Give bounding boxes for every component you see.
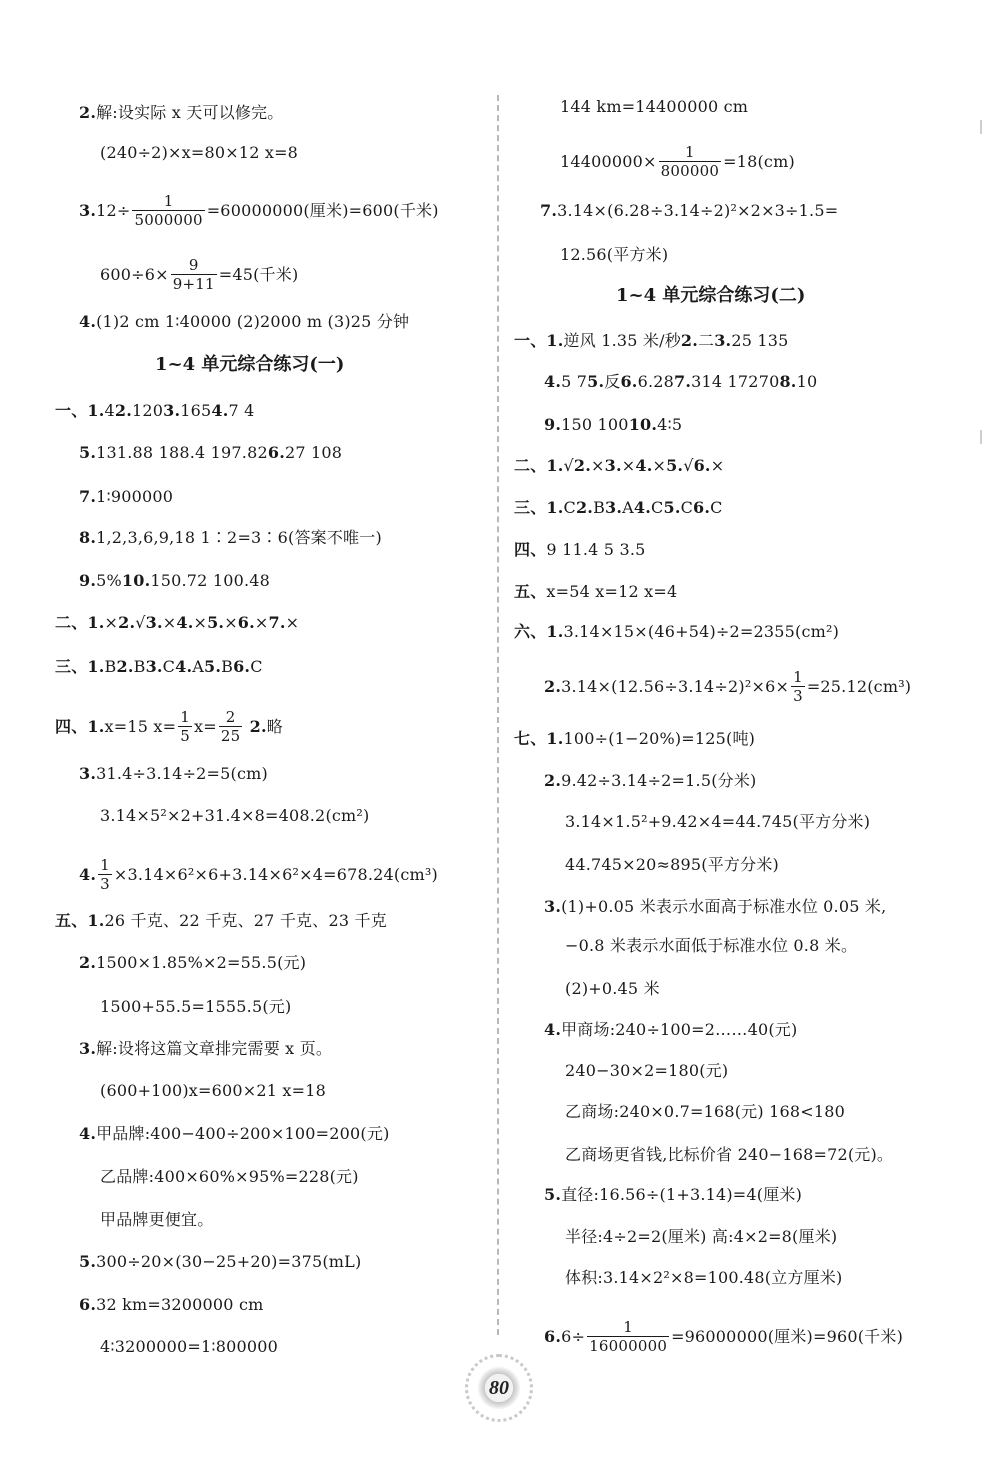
- column-divider: [497, 95, 499, 1335]
- answer-line: 七、1. 100÷(1−20%)=125(吨): [514, 729, 756, 748]
- fraction: $\frac{1}{5000000}$: [134, 192, 203, 229]
- answer-line: 甲品牌更便宜。: [100, 1210, 214, 1229]
- answer-line: 乙商场:240×0.7=168(元) 168<180: [565, 1102, 845, 1121]
- answer-line: 4. 5 7 5. 反 6. 6.28 7. 314 17270 8. 10: [544, 372, 818, 391]
- fraction: $\frac{1}{800000}$: [660, 143, 720, 180]
- page-number-badge: [477, 1366, 521, 1410]
- page-number: 80: [489, 1376, 509, 1399]
- left-column: [55, 90, 485, 1356]
- answer-line: 三、1. C 2. B 3. A 4. C 5. C 6. C: [514, 498, 723, 517]
- edge-mark: [980, 430, 982, 444]
- answer-line: 2. 解:设实际 x 天可以修完。: [79, 103, 284, 122]
- answer-line: 体积:3.14×2²×8=100.48(立方厘米): [565, 1268, 843, 1287]
- answer-line: 8. 1,2,3,6,9,18 1∶2=3∶6(答案不唯一): [79, 528, 382, 547]
- answer-line: −0.8 米表示水面低于标准水位 0.8 米。: [565, 936, 858, 955]
- answer-line: 二、1. √ 2. × 3. × 4. × 5. √ 6. ×: [514, 456, 725, 475]
- fraction: $\frac{1}{5}$: [180, 708, 190, 745]
- answer-line: 144 km=14400000 cm: [560, 97, 749, 116]
- answer-line: 5. 300÷20×(30−25+20)=375(mL): [79, 1252, 362, 1271]
- right-column: [510, 90, 950, 1355]
- answer-line: 3.14×5²×2+31.4×8=408.2(cm²): [100, 806, 370, 825]
- answer-line: 7. 3.14×(6.28÷3.14÷2)²×2×3÷1.5=: [540, 201, 839, 220]
- fraction: $\frac{9}{9+11}$: [172, 256, 215, 293]
- answer-line: 9. 5% 10. 150.72 100.48: [79, 571, 270, 590]
- answer-line: 5. 131.88 188.4 197.82 6. 27 108: [79, 443, 343, 462]
- answer-line: 四、1. x=15 x= $\frac{1}{5}$ x= $\frac{2}{25}$ 2. 略: [55, 708, 283, 745]
- section-heading: 1~4 单元综合练习(二): [616, 285, 806, 306]
- answer-line: 五、 x=54 x=12 x=4: [514, 582, 678, 601]
- answer-line: 600÷6× $\frac{9}{9+11}$ =45(千米): [100, 256, 299, 293]
- answer-line: 3.14×1.5²+9.42×4=44.745(平方分米): [565, 812, 871, 831]
- answer-line: 44.745×20≈895(平方分米): [565, 855, 779, 874]
- answer-line: 3. 解:设将这篇文章排完需要 x 页。: [79, 1039, 333, 1058]
- answer-line: 3. 31.4÷3.14÷2=5(cm): [79, 764, 268, 783]
- answer-line: 乙品牌:400×60%×95%=228(元): [100, 1167, 359, 1186]
- answer-line: 五、1. 26 千克、22 千克、27 千克、23 千克: [55, 911, 387, 930]
- fraction: $\frac{2}{25}$: [220, 708, 241, 745]
- answer-line: 一、1. 4 2. 120 3. 165 4. 7 4: [55, 401, 255, 420]
- answer-line: 3. 12÷ $\frac{1}{5000000}$ =60000000(厘米)=600(千米): [79, 192, 439, 229]
- answer-line: 4. 甲品牌:400−400÷200×100=200(元): [79, 1124, 390, 1143]
- answer-line: (2)+0.45 米: [565, 979, 660, 998]
- answer-line: 6. 32 km=3200000 cm: [79, 1295, 264, 1314]
- answer-line: 7. 1∶900000: [79, 487, 174, 506]
- answer-line: 二、1. × 2. √ 3. × 4. × 5. × 6. × 7. ×: [55, 613, 300, 632]
- answer-line: 6. 6÷ $\frac{1}{16000000}$ =96000000(厘米)=960(千米): [544, 1318, 904, 1355]
- fraction: $\frac{1}{3}$: [793, 668, 803, 705]
- answer-line: 9. 150 100 10. 4∶5: [544, 415, 683, 434]
- fraction: $\frac{1}{3}$: [100, 856, 110, 893]
- answer-line: 3. (1)+0.05 米表示水面高于标准水位 0.05 米,: [544, 897, 887, 916]
- answer-line: 14400000× $\frac{1}{800000}$ =18(cm): [560, 143, 795, 180]
- answer-line: (240÷2)×x=80×12 x=8: [100, 143, 299, 162]
- answer-line: 4. $\frac{1}{3}$ ×3.14×6²×6+3.14×6²×4=678.24(cm³): [79, 856, 438, 893]
- section-heading: 1~4 单元综合练习(一): [155, 354, 345, 375]
- answer-line: 2. 3.14×(12.56÷3.14÷2)²×6× $\frac{1}{3}$ =25.12(cm³): [544, 668, 912, 705]
- answer-line: 4. 甲商场:240÷100=2……40(元): [544, 1020, 798, 1039]
- answer-line: 4∶3200000=1∶800000: [100, 1337, 279, 1356]
- answer-line: 乙商场更省钱,比标价省 240−168=72(元)。: [565, 1145, 894, 1164]
- answer-line: 三、1. B 2. B 3. C 4. A 5. B 6. C: [55, 657, 263, 676]
- answer-line: 半径:4÷2=2(厘米) 高:4×2=8(厘米): [565, 1227, 838, 1246]
- edge-mark: [980, 120, 982, 134]
- answer-line: 2. 1500×1.85%×2=55.5(元): [79, 953, 307, 972]
- answer-line: 240−30×2=180(元): [565, 1061, 729, 1080]
- answer-line: 2. 9.42÷3.14÷2=1.5(分米): [544, 771, 757, 790]
- answer-line: 1500+55.5=1555.5(元): [100, 997, 292, 1016]
- answer-line: 4. (1)2 cm 1∶40000 (2)2000 m (3)25 分钟: [79, 312, 410, 331]
- answer-line: 一、1. 逆风 1.35 米/秒 2. 二 3. 25 135: [514, 331, 789, 350]
- answer-line: 四、 9 11.4 5 3.5: [514, 540, 646, 559]
- answer-line: (600+100)x=600×21 x=18: [100, 1081, 326, 1100]
- fraction: $\frac{1}{16000000}$: [589, 1318, 668, 1355]
- answer-line: 5. 直径:16.56÷(1+3.14)=4(厘米): [544, 1185, 803, 1204]
- answer-line: 六、1. 3.14×15×(46+54)÷2=2355(cm²): [514, 622, 840, 641]
- answer-line: 12.56(平方米): [560, 245, 669, 264]
